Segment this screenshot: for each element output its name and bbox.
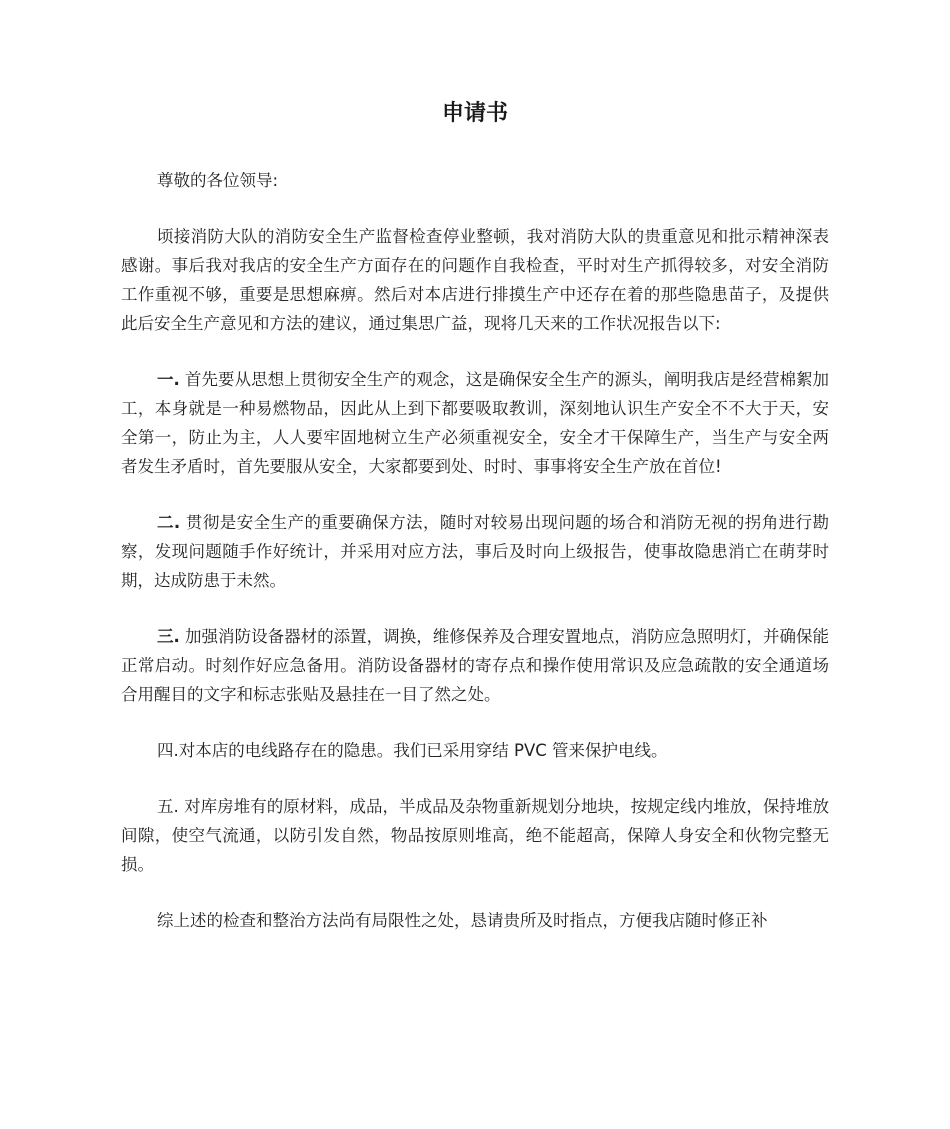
document-title: 申请书 (441, 101, 508, 126)
item-number-1: 一. (157, 370, 180, 389)
document-body (121, 166, 829, 935)
item-number-2: 二. (157, 513, 181, 532)
item-paragraph-5: 五. 对库房堆有的原材料，成品，半成品及杂物重新规划分地块，按规定线内堆放，保持堆放间隙，使空气流通，以防引发自然，物品按原则堆高，绝不能超高，保障人身安全和伙物完整无损。 (121, 797, 829, 874)
greeting-paragraph: 尊敬的各位领导: (157, 171, 279, 190)
intro-paragraph: 顷接消防大队的消防安全生产监督检查停业整顿，我对消防大队的贵重意见和批示精神深表感谢。事后我对我店的安全生产方面存在的问题作自我检查，平时对生产抓得较多，对安全消防工作重视不够，重要是思想麻痹。然后对本店进行排摸生产中还存在着的那些隐患苗子，及提供此后安全生产意见和方法的建议，通过集思广益，现将几天来的工作状况报告以下: (121, 227, 829, 333)
item-paragraph-2 (121, 508, 829, 595)
item-text-3: 加强消防设备器材的添置，调换，维修保养及合理安置地点，消防应急照明灯，并确保能正常启动。时刻作好应急备用。消防设备器材的寄存点和操作使用常识及应急疏散的安全通道场合用醒目的文字和标志张贴及悬挂在一目了然之处。 (121, 627, 829, 704)
item-text-1: 首先要从思想上贯彻安全生产的观念，这是确保安全生产的源头，阐明我店是经营棉絮加工，本身就是一种易燃物品，因此从上到下都要吸取教训，深刻地认识生产安全不不大于天，安全第一，防止为主，人人要牢固地树立生产必须重视安全，安全才干保障生产，当生产与安全两者发生矛盾时，首先要服从安全，大家都要到处、时时、事事将安全生产放在首位! (121, 370, 829, 476)
item-text-2: 贯彻是安全生产的重要确保方法，随时对较易出现问题的场合和消防无视的拐角进行勘察，发现问题随手作好统计，并采用对应方法，事后及时向上级报告，使事故隐患消亡在萌芽时期，达成防患于未然。 (121, 513, 829, 590)
item-paragraph-3 (121, 622, 829, 709)
item-paragraph-1 (121, 365, 829, 481)
item-paragraph-4: 四.对本店的电线路存在的隐患。我们已采用穿结 PVC 管来保护电线。 (157, 741, 668, 760)
item-number-3: 三. (157, 627, 180, 646)
closing-paragraph: 综上述的检查和整治方法尚有局限性之处，恳请贵所及时指点，方便我店随时修正补 (157, 911, 768, 930)
